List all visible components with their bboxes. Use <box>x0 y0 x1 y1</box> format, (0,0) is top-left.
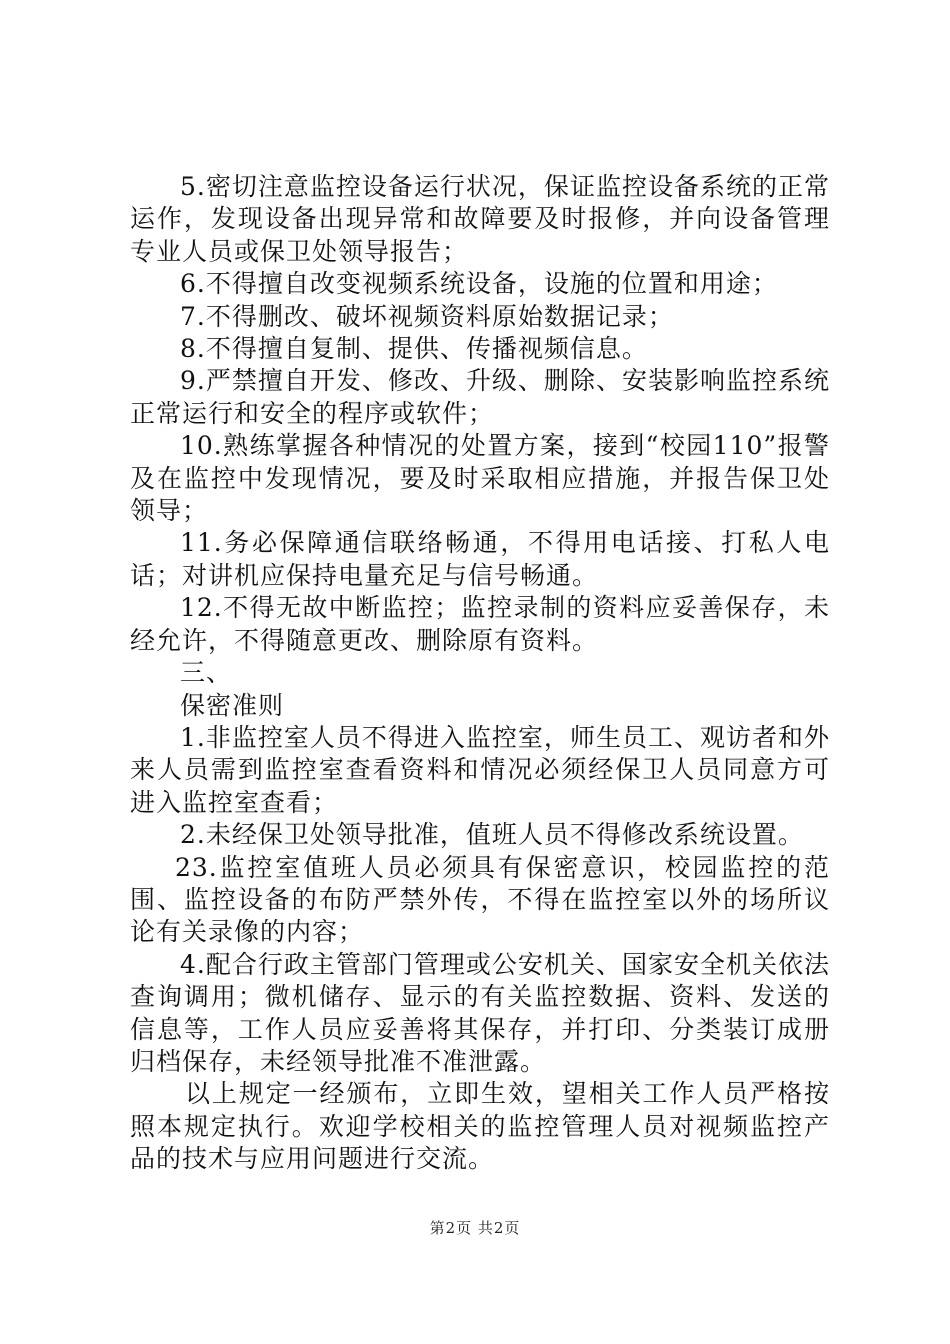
paragraph-item-9: 9.严禁擅自开发、修改、升级、删除、安装影响监控系统正常运行和安全的程序或软件； <box>130 366 830 428</box>
page-footer <box>0 1218 950 1238</box>
paragraph-item-10: 10.熟练掌握各种情况的处置方案，接到“校园110”报警及在监控中发现情况，要及时采取相应措施，并报告保卫处领导； <box>130 431 830 526</box>
closing-paragraph: 以上规定一经颁布，立即生效，望相关工作人员严格按照本规定执行。欢迎学校相关的监控管理人员对视频监控产品的技术与应用问题进行交流。 <box>130 1079 830 1174</box>
section-heading: 保密准则 <box>180 690 285 720</box>
paragraph-item-8: 8.不得擅自复制、提供、传播视频信息。 <box>180 334 648 364</box>
confidentiality-item-1: 1.非监控室人员不得进入监控室，师生员工、观访者和外来人员需到监控室查看资料和情况必须经保卫人员同意方可进入监控室查看； <box>130 722 830 817</box>
confidentiality-item-4: 4.配合行政主管部门管理或公安机关、国家安全机关依法查询调用；微机储存、显示的有关监控数据、资料、发送的信息等，工作人员应妥善将其保存，并打印、分类装订成册归档保存，未经领导批准不准泄露。 <box>130 949 830 1076</box>
paragraph-item-11: 11.务必保障通信联络畅通，不得用电话接、打私人电话；对讲机应保持电量充足与信号畅通。 <box>130 528 830 590</box>
confidentiality-item-2: 2.未经保卫处领导批准，值班人员不得修改系统设置。 <box>180 820 804 850</box>
section-number: 三、 <box>180 658 233 688</box>
paragraph-item-7: 7.不得删改、破坏视频资料原始数据记录； <box>180 301 674 331</box>
page-number-label: 第2页 共2页 <box>429 1219 521 1237</box>
paragraph-item-6: 6.不得擅自改变视频系统设备，设施的位置和用途； <box>180 269 778 299</box>
paragraph-item-5: 5.密切注意监控设备运行状况，保证监控设备系统的正常运作，发现设备出现异常和故障要及时报修，并向设备管理专业人员或保卫处领导报告； <box>130 172 830 266</box>
paragraph-item-12: 12.不得无故中断监控；监控录制的资料应妥善保存，未经允许，不得随意更改、删除原有资料。 <box>130 593 830 655</box>
confidentiality-item-3: 23.监控室值班人员必须具有保密意识，校园监控的范围、监控设备的布防严禁外传，不得在监控室以外的场所议论有关录像的内容； <box>130 852 830 947</box>
document-body <box>130 171 830 1176</box>
